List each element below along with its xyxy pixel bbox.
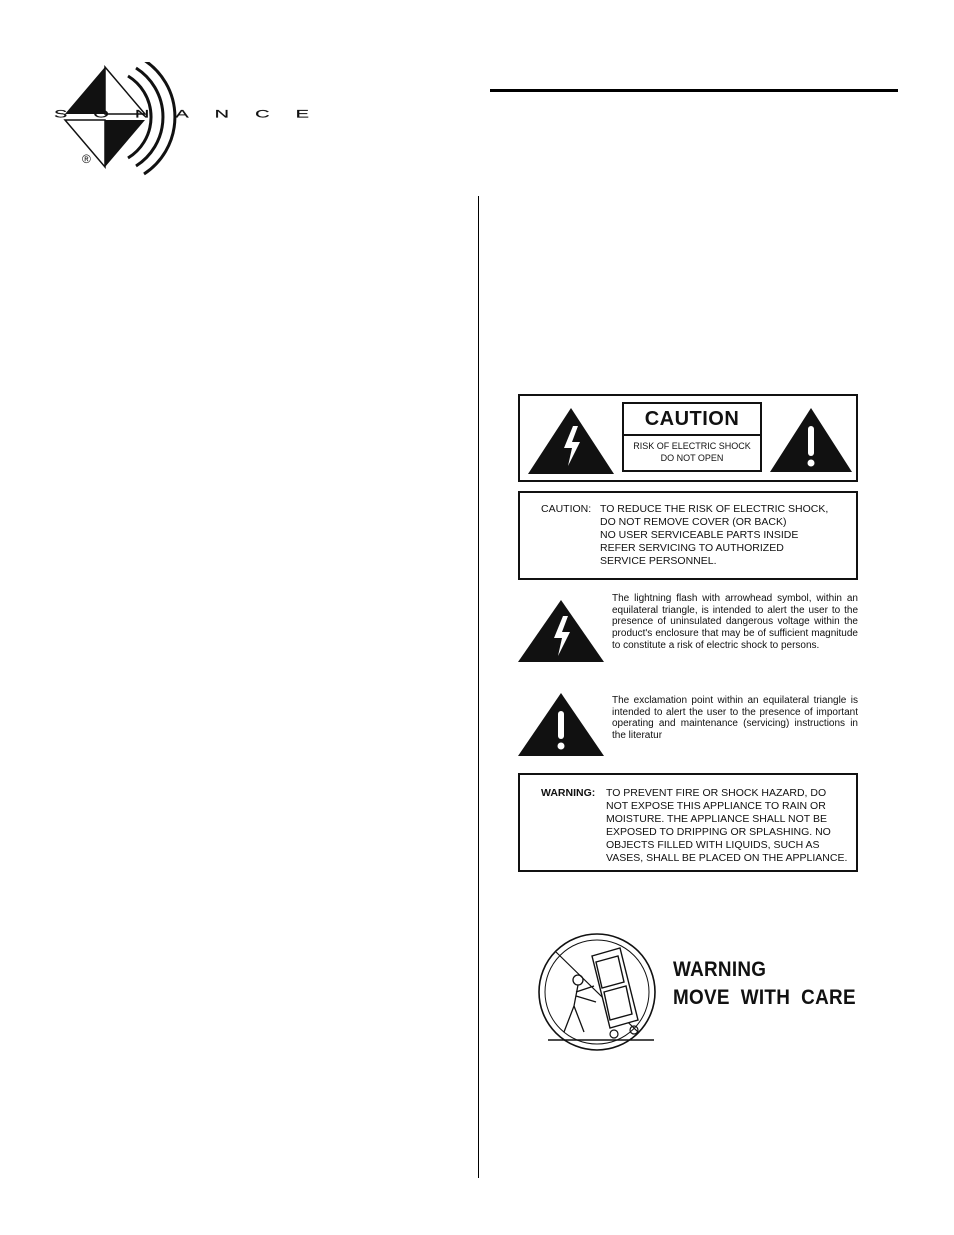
warning-notice-label: WARNING:: [541, 787, 596, 799]
lightning-triangle-icon: [528, 408, 614, 474]
caution-notice-line: DO NOT REMOVE COVER (OR BACK): [600, 516, 787, 528]
warning-notice-line: MOISTURE. THE APPLIANCE SHALL NOT BE: [606, 813, 827, 825]
caution-subtitle: [624, 436, 760, 464]
header-rule: [490, 89, 898, 92]
sonance-logo: [50, 62, 335, 177]
lightning-triangle-icon: [518, 600, 604, 662]
exclamation-symbol-description: The exclamation point within an equilateral triangle is intended to alert the user to the presence of important operating and maintenance (servicing) instructions in the literatur: [612, 695, 858, 742]
lightning-symbol-description: The lightning flash with arrowhead symbol, within an equilateral triangle, is intended to alert the user to the presence of uninsulated dangerous voltage within the product's enclosure that may be of sufficient magnitude to constitute a risk of electric shock to persons.: [612, 593, 858, 651]
caution-notice-text: [600, 503, 850, 568]
cart-tipover-icon: [534, 932, 664, 1052]
warning-notice-line: EXPOSED TO DRIPPING OR SPLASHING. NO: [606, 826, 831, 838]
warning-notice-line: OBJECTS FILLED WITH LIQUIDS, SUCH AS: [606, 839, 820, 851]
caution-notice-line: NO USER SERVICEABLE PARTS INSIDE: [600, 529, 799, 541]
exclamation-triangle-icon: [770, 408, 852, 472]
warning-notice-line: NOT EXPOSE THIS APPLIANCE TO RAIN OR: [606, 800, 826, 812]
warning-notice: [518, 773, 858, 872]
caution-subtitle-line2: DO NOT OPEN: [660, 453, 724, 463]
caution-notice-label: CAUTION:: [541, 503, 592, 515]
warning-notice-text: [606, 787, 856, 865]
caution-label: [518, 394, 858, 482]
brand-wordmark: SONANCE: [54, 108, 335, 121]
caution-title: CAUTION: [624, 404, 760, 436]
warning-notice-line: TO PREVENT FIRE OR SHOCK HAZARD, DO: [606, 787, 827, 799]
column-divider: [478, 196, 479, 1178]
exclamation-triangle-icon: [518, 693, 604, 756]
caution-center-panel: [622, 402, 762, 472]
move-warning-line2: MOVE WITH CARE: [673, 986, 856, 1009]
move-with-care-warning: [673, 956, 856, 1012]
registered-mark: ®: [82, 152, 91, 166]
caution-notice: [518, 491, 858, 580]
caution-notice-line: SERVICE PERSONNEL.: [600, 555, 717, 567]
caution-notice-line: REFER SERVICING TO AUTHORIZED: [600, 542, 784, 554]
move-warning-line1: WARNING: [673, 958, 767, 981]
caution-notice-line: TO REDUCE THE RISK OF ELECTRIC SHOCK,: [600, 503, 829, 515]
warning-notice-line: VASES, SHALL BE PLACED ON THE APPLIANCE.: [606, 852, 848, 864]
caution-subtitle-line1: RISK OF ELECTRIC SHOCK: [633, 441, 751, 451]
